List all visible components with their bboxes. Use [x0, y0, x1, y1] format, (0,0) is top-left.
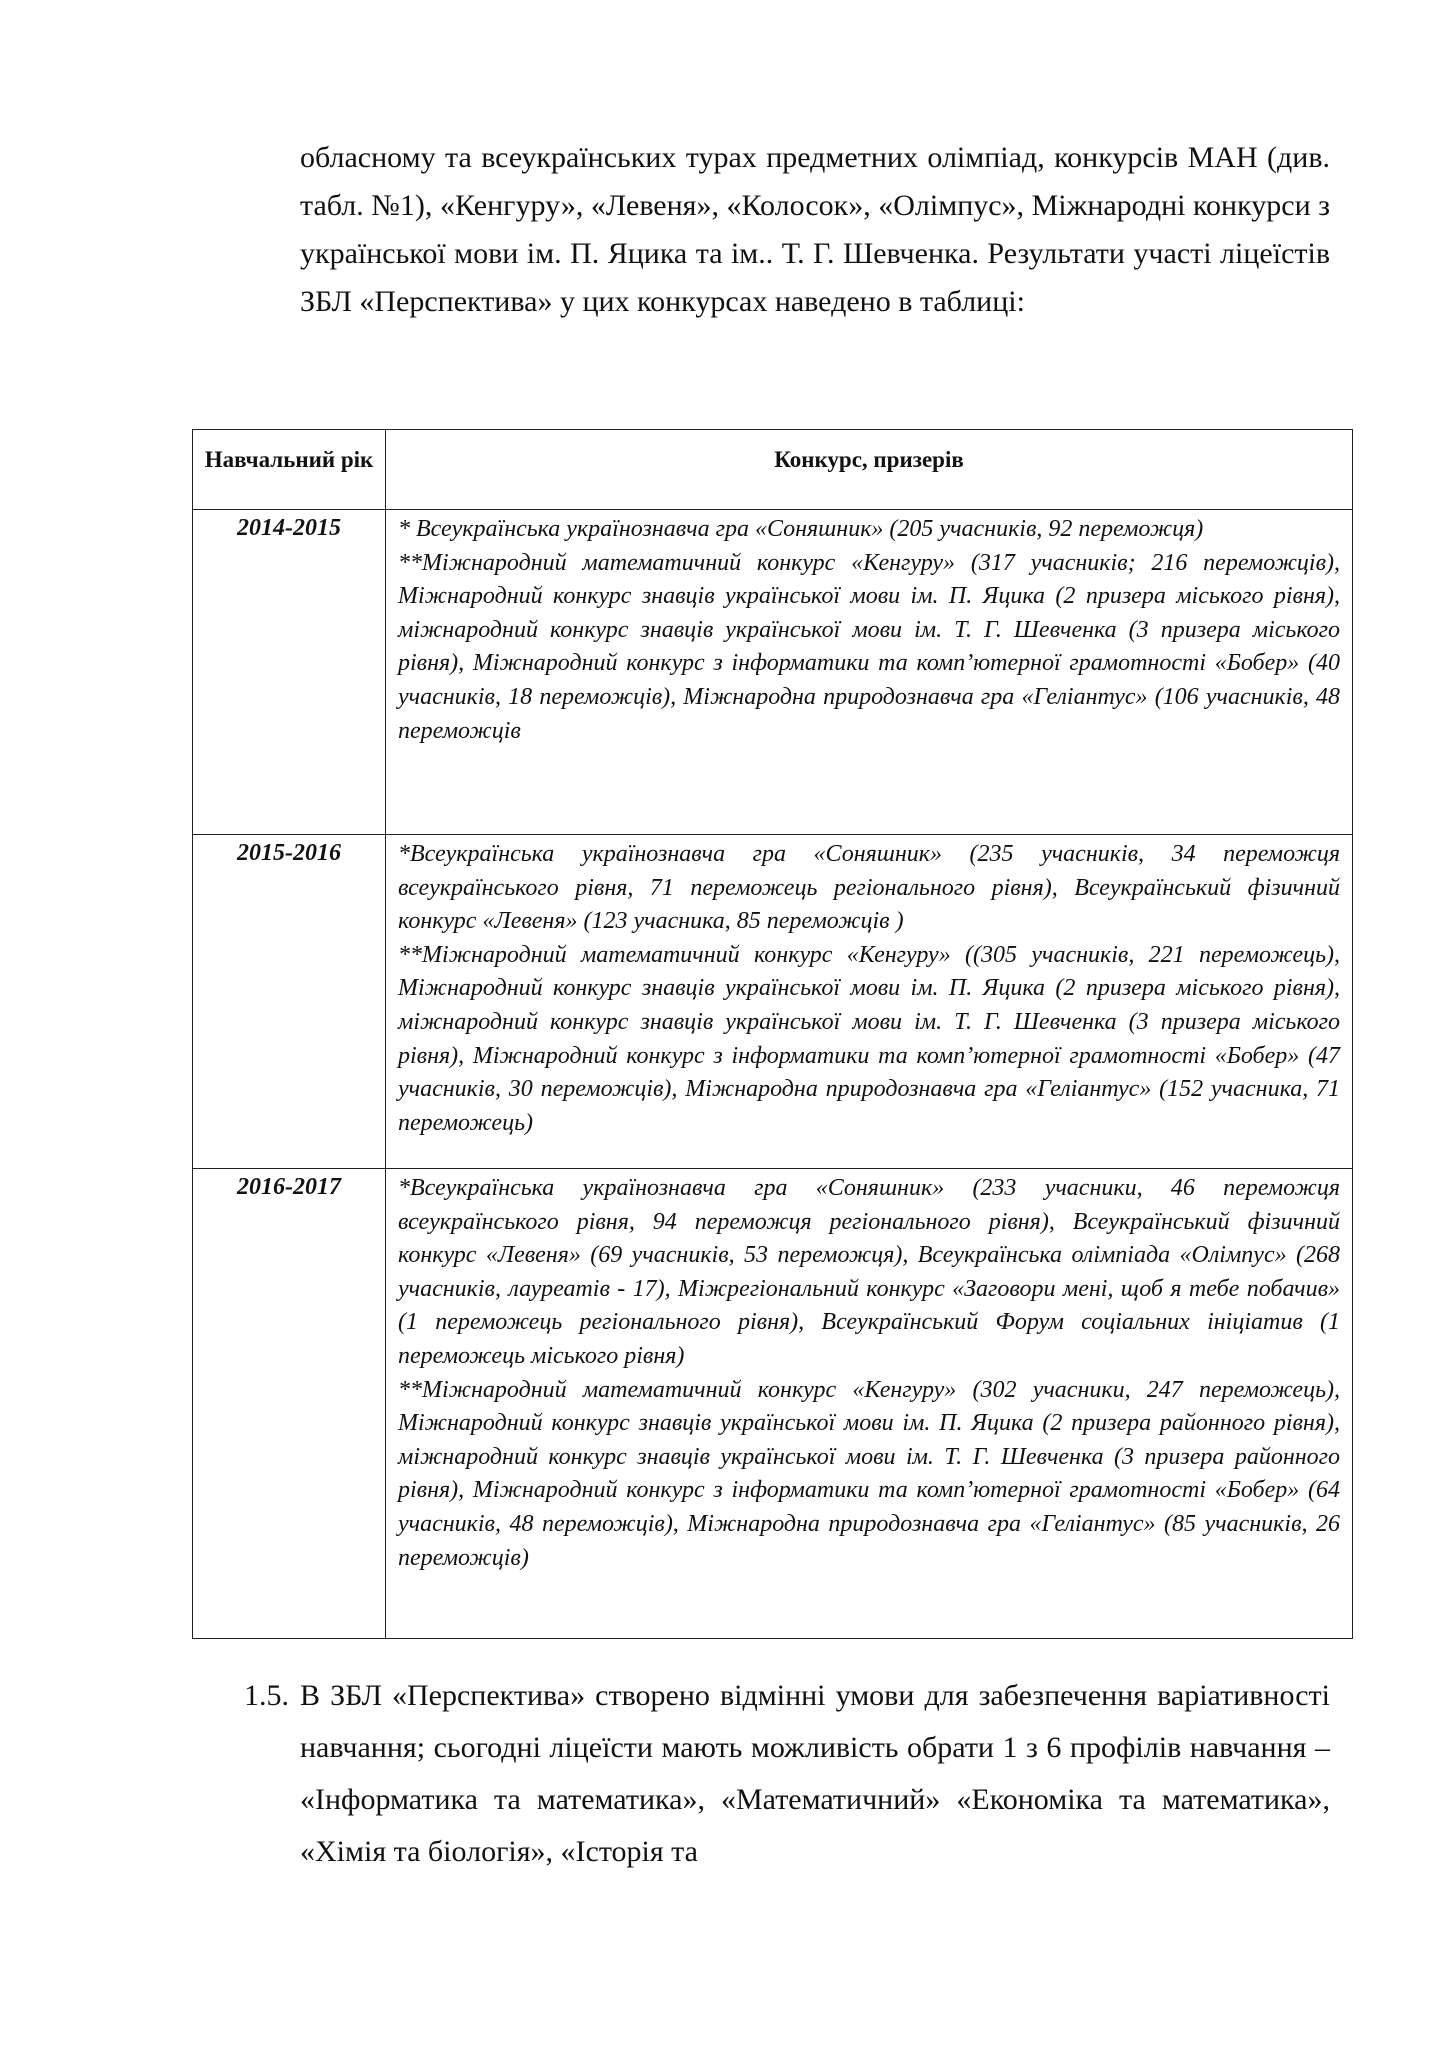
- header-contest: Конкурс, призерів: [386, 430, 1353, 510]
- contest-text-international: **Міжнародний математичний конкурс «Кенгуру» ((305 учасників, 221 переможець), Міжнародний конкурс знавців української мови ім. П. Яцика (2 призера міського рівня), міжнародний конкурс знавців української мови ім. Т. Г. Шевченка (3 призера міського рівня), Міжнародний конкурс з інформатики та комп’ютерної грамотності «Бобер» (47 учасників, 30 переможців), Міжнародна природознавча гра «Геліантус» (152 учасника, 71 переможець): [398, 941, 1340, 1136]
- section-1-5: [244, 1670, 1330, 1878]
- contest-text-national: *Всеукраїнська українознавча гра «Соняшник» (233 учасники, 46 переможця всеукраїнського рівня, 94 переможця регіонального рівня), Всеукраїнський фізичний конкурс «Левеня» (69 учасників, 53 переможця), Всеукраїнська олімпіада «Олімпус» (268 учасників, лауреатів - 17), Міжрегіональний конкурс «Заговори мені, щоб я тебе побачив» (1 переможець регіонального рівня), Всеукраїнський Форум соціальних ініціатив (1 переможець міського рівня): [398, 1175, 1340, 1369]
- table-row: [193, 510, 1353, 835]
- contest-cell: [386, 1169, 1353, 1639]
- contest-text-international: **Міжнародний математичний конкурс «Кенгуру» (302 учасники, 247 переможець), Міжнародний конкурс знавців української мови ім. П. Яцика (2 призера районного рівня), міжнародний конкурс знавців української мови ім. Т. Г. Шевченка (3 призера районного рівня), Міжнародний конкурс з інформатики та комп’ютерної грамотності «Бобер» (64 учасників, 48 переможців), Міжнародна природознавча гра «Геліантус» (85 учасників, 26 переможців): [398, 1376, 1340, 1571]
- table-header-row: [193, 430, 1353, 510]
- table-row: [193, 835, 1353, 1169]
- results-table: [192, 429, 1353, 1639]
- header-year: Навчальний рік: [193, 430, 386, 510]
- year-cell: 2016-2017: [193, 1169, 386, 1639]
- year-cell: 2014-2015: [193, 510, 386, 835]
- intro-paragraph: обласному та всеукраїнських турах предметних олімпіад, конкурсів МАН (див. табл. №1), «Кенгуру», «Левеня», «Колосок», «Олімпус», Міжнародні конкурси з української мови ім. П. Яцика та ім.. Т. Г. Шевченка. Результати участі ліцеїстів ЗБЛ «Перспектива» у цих конкурсах наведено в таблиці:: [300, 141, 1330, 318]
- contest-text-national: *Всеукраїнська українознавча гра «Соняшник» (235 учасників, 34 переможця всеукраїнського рівня, 71 переможець регіонального рівня), Всеукраїнський фізичний конкурс «Левеня» (123 учасника, 85 переможців ): [398, 841, 1340, 935]
- contest-cell: [386, 835, 1353, 1169]
- section-paragraph: В ЗБЛ «Перспектива» створено відмінні умови для забезпечення варіативності навчання; сьогодні ліцеїсти мають можливість обрати 1 з 6 профілів навчання – «Інформатика та математика», «Математичний» «Економіка та математика», «Хімія та біологія», «Історія та: [300, 1679, 1330, 1868]
- table-row: [193, 1169, 1353, 1639]
- contest-text-national: * Всеукраїнська українознавча гра «Соняшник» (205 учасників, 92 переможця): [398, 516, 1204, 542]
- contest-cell: [386, 510, 1353, 835]
- section-number: 1.5.: [244, 1679, 289, 1712]
- contest-text-international: **Міжнародний математичний конкурс «Кенгуру» (317 учасників; 216 переможців), Міжнародний конкурс знавців української мови ім. П. Яцика (2 призера міського рівня), міжнародний конкурс знавців української мови ім. Т. Г. Шевченка (3 призера міського рівня), Міжнародний конкурс з інформатики та комп’ютерної грамотності «Бобер» (40 учасників, 18 переможців), Міжнародна природознавча гра «Геліантус» (106 учасників, 48 переможців: [398, 549, 1340, 744]
- year-cell: 2015-2016: [193, 835, 386, 1169]
